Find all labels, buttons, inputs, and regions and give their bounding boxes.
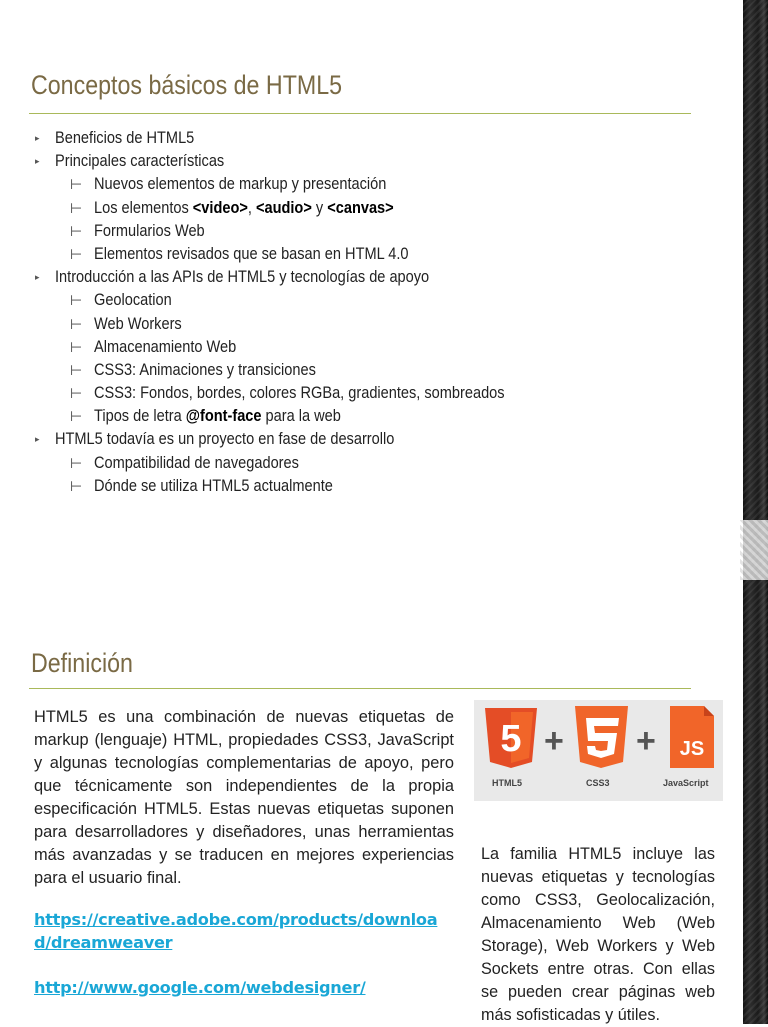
keyword: <audio> xyxy=(255,198,312,217)
text-run: Principales características xyxy=(55,152,225,171)
outline-subitem xyxy=(33,291,550,314)
outline-text xyxy=(94,454,299,473)
outline-text xyxy=(94,477,333,496)
outline-text xyxy=(55,152,224,171)
outline-subitem xyxy=(33,384,550,407)
text-run: CSS3: Fondos, bordes, colores RGBa, gradientes, sombreados xyxy=(94,384,505,403)
outline-subitem xyxy=(33,222,550,245)
outline-text xyxy=(94,361,316,380)
outline-text xyxy=(94,199,394,218)
outline-subitem xyxy=(33,454,550,477)
tee-bullet-icon: ⊢ xyxy=(70,292,83,309)
tee-bullet-icon: ⊢ xyxy=(70,361,83,378)
tee-bullet-icon: ⊢ xyxy=(70,338,83,355)
image-caption: La familia HTML5 incluye las nuevas etiquetas y tecnologías como CSS3, Geolocalización, Almacenamiento Web (Web Storage), Web Workers y Web Sockets entre otras. Con ellas se pueden crear páginas web más sofisticadas y útiles. xyxy=(481,845,715,1024)
text-run: Tipos de letra xyxy=(94,407,186,426)
html5-css3-js-logos xyxy=(474,700,723,801)
outline-item xyxy=(33,152,550,175)
outline-text xyxy=(55,430,394,449)
side-texture-strip xyxy=(740,0,768,1024)
javascript-label: JavaScript xyxy=(663,778,709,788)
keyword: <canvas> xyxy=(327,198,394,217)
tee-bullet-icon: ⊢ xyxy=(70,408,83,425)
google-webdesigner-link[interactable]: http://www.google.com/webdesigner/ xyxy=(34,978,366,997)
tee-bullet-icon: ⊢ xyxy=(70,199,83,216)
tee-bullet-icon: ⊢ xyxy=(70,385,83,402)
outline-subitem xyxy=(33,338,550,361)
text-run: Elementos revisados que se basan en HTML 4.0 xyxy=(94,244,409,263)
topic-outline xyxy=(33,129,550,500)
outline-subitem xyxy=(33,477,550,500)
outline-text xyxy=(94,338,236,357)
css3-shield-icon xyxy=(575,706,628,768)
tee-bullet-icon: ⊢ xyxy=(70,477,83,494)
dreamweaver-link[interactable]: https://creative.adobe.com/products/download/dreamweaver xyxy=(34,910,438,952)
plus-sign-1: + xyxy=(544,722,564,760)
text-run: Nuevos elementos de markup y presentación xyxy=(94,175,387,194)
text-run: Dónde se utiliza HTML5 actualmente xyxy=(94,476,333,495)
outline-text xyxy=(55,129,194,148)
tee-bullet-icon: ⊢ xyxy=(70,176,83,193)
definition-paragraph: HTML5 es una combinación de nuevas etiquetas de markup (lenguaje) HTML, propiedades CSS3, JavaScript y algunas tecnologías complementarias de apoyo, pero que técnicamente son independientes de la propia especificación HTML5. Estas nuevas etiquetas suponen para desarrolladores y diseñadores, unas herramientas más avanzadas y se traducen en mejores experiencias para el usuario final. xyxy=(34,708,454,887)
text-run: Web Workers xyxy=(94,314,182,333)
text-run: , xyxy=(247,198,256,217)
tee-bullet-icon: ⊢ xyxy=(70,222,83,239)
text-run: para la web xyxy=(261,407,341,426)
text-run: Compatibilidad de navegadores xyxy=(94,453,299,472)
slide-definicion xyxy=(0,578,740,1024)
outline-subitem xyxy=(33,407,550,430)
keyword: <video> xyxy=(192,198,248,217)
text-run: Geolocation xyxy=(94,291,172,310)
html5-shield-icon xyxy=(485,708,537,768)
tee-bullet-icon: ⊢ xyxy=(70,315,83,332)
reference-links xyxy=(34,908,454,999)
text-run: y xyxy=(311,198,328,217)
javascript-badge-icon xyxy=(670,706,714,768)
outline-subitem xyxy=(33,175,550,198)
outline-text xyxy=(94,291,172,310)
outline-text xyxy=(55,268,429,287)
outline-subitem xyxy=(33,361,550,384)
text-run: Los elementos xyxy=(94,198,193,217)
outline-text xyxy=(94,222,205,241)
triangle-bullet-icon: ▸ xyxy=(35,156,40,167)
title-divider xyxy=(29,113,691,114)
tee-bullet-icon: ⊢ xyxy=(70,245,83,262)
html5-label: HTML5 xyxy=(492,778,522,788)
css3-label: CSS3 xyxy=(586,778,610,788)
outline-text xyxy=(94,384,505,403)
text-run: HTML5 todavía es un proyecto en fase de desarrollo xyxy=(55,430,395,449)
slide-title: Definición xyxy=(31,648,133,678)
title-divider xyxy=(29,688,691,689)
slide-gap-texture xyxy=(740,520,768,580)
outline-text xyxy=(94,407,341,426)
text-run: Formularios Web xyxy=(94,221,205,240)
tee-bullet-icon: ⊢ xyxy=(70,454,83,471)
text-run: Beneficios de HTML5 xyxy=(55,129,195,147)
outline-subitem xyxy=(33,199,550,222)
outline-item xyxy=(33,268,550,291)
keyword: @font-face xyxy=(185,407,262,426)
outline-subitem xyxy=(33,245,550,268)
outline-text xyxy=(94,245,408,264)
triangle-bullet-icon: ▸ xyxy=(35,434,40,445)
triangle-bullet-icon: ▸ xyxy=(35,272,40,283)
js-badge: JS xyxy=(679,738,705,760)
html5-badge: 5 xyxy=(500,718,522,760)
outline-subitem xyxy=(33,315,550,338)
plus-sign-2: + xyxy=(636,722,656,760)
slide-title: Conceptos básicos de HTML5 xyxy=(31,70,343,100)
text-run: Almacenamiento Web xyxy=(94,337,237,356)
text-run: CSS3: Animaciones y transiciones xyxy=(94,360,316,379)
text-run: Introducción a las APIs de HTML5 y tecnologías de apoyo xyxy=(55,268,430,287)
outline-item xyxy=(33,129,550,152)
outline-item xyxy=(33,430,550,453)
outline-text xyxy=(94,315,182,334)
triangle-bullet-icon: ▸ xyxy=(35,133,40,143)
outline-text xyxy=(94,175,386,194)
